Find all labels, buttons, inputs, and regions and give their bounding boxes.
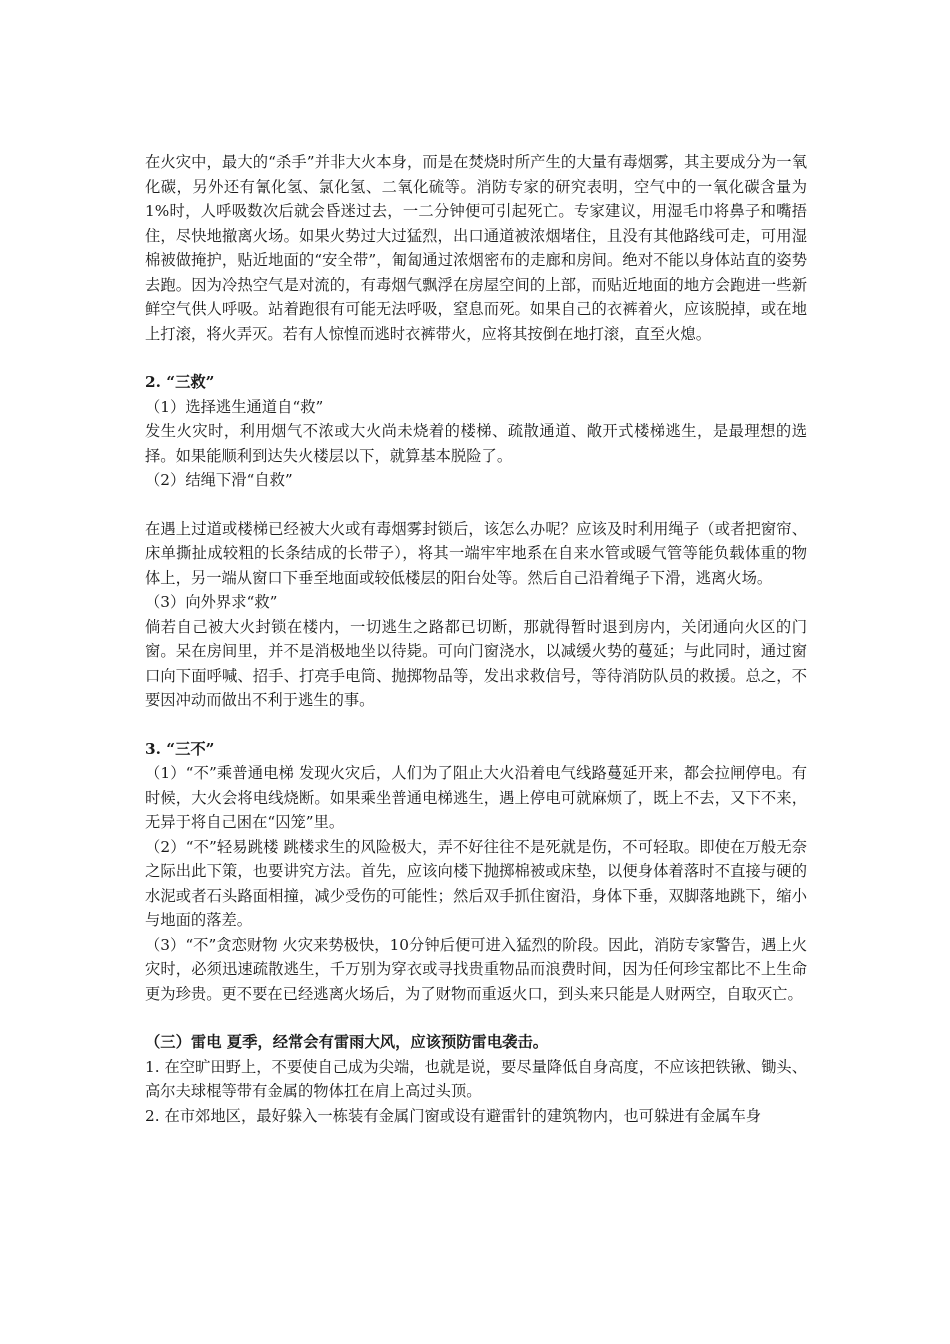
- thunder-item-2: 2. 在市郊地区，最好躲入一栋装有金属门窗或设有避雷针的建筑物内，也可躲进有金属车身: [145, 1106, 762, 1125]
- spacer: [145, 1006, 807, 1030]
- spacer: [145, 713, 807, 737]
- spacer: [145, 493, 807, 517]
- section-2-heading: 2. “三救”: [145, 373, 215, 391]
- thunder-item-1: 1. 在空旷田野上，不要使自己成为尖端，也就是说，要尽量降低自身高度，不应该把铁锹、锄头、高尔夫球棍等带有金属的物体扛在肩上高过头顶。: [145, 1057, 807, 1100]
- section-2-item-2-title: （2）结绳下滑“自救”: [145, 471, 293, 489]
- spacer: [145, 346, 807, 370]
- section-2-item-1-title: （1）选择逃生通道自“救”: [145, 397, 324, 416]
- section-2-item-1-body: 发生火灾时，利用烟气不浓或大火尚未烧着的楼梯、疏散通道、敞开式楼梯逃生，是最理想的选择。如果能顺利到达失火楼层以下，就算基本脱险了。: [145, 422, 807, 465]
- section-3-item-2: （2）“不”轻易跳楼 跳楼求生的风险极大，弄不好往往不是死就是伤，不可轻取。即使在万般无奈之际出此下策，也要讲究方法。首先，应该向楼下抛掷棉被或床垫，以便身体着落时不直接与硬的水泥或者石头路面相撞，减少受伤的可能性；然后双手抓住窗沿，身体下垂，双脚落地跳下，缩小与地面的落差。: [145, 837, 807, 929]
- section-3-item-1: （1）“不”乘普通电梯 发现火灾后，人们为了阻止大火沿着电气线路蔓延开来，都会拉闸停电。有时候，大火会将电线烧断。如果乘坐普通电梯逃生，遇上停电可就麻烦了，既上不去，又下不来，无异于将自己困在“囚笼”里。: [145, 764, 807, 831]
- section-2-item-3-title: （3）向外界求“救”: [145, 593, 278, 611]
- document-page: [145, 150, 807, 1128]
- section-3-heading: 3. “三不”: [145, 739, 215, 758]
- section-2-item-2-body: 在遇上过道或楼梯已经被大火或有毒烟雾封锁后，该怎么办呢？应该及时利用绳子（或者把窗帘、床单撕扯成较粗的长条结成的长带子），将其一端牢牢地系在自来水管或暖气管等能负载体重的物体上，另一端从窗口下垂至地面或较低楼层的阳台处等。然后自己沿着绳子下滑，逃离火场。: [145, 519, 807, 587]
- intro-paragraph: 在火灾中，最大的“杀手”并非大火本身，而是在焚烧时所产生的大量有毒烟雾，其主要成分为一氧化碳，另外还有氰化氢、氯化氢、二氧化硫等。消防专家的研究表明，空气中的一氧化碳含量为1%时，人呼吸数次后就会昏迷过去，一二分钟便可引起死亡。专家建议，用湿毛巾将鼻子和嘴捂住，尽快地撤离火场。如果火势过大过猛烈，出口通道被浓烟堵住，且没有其他路线可走，可用湿棉被做掩护，贴近地面的“安全带”，匍匐通过浓烟密布的走廊和房间。绝对不能以身体站直的姿势去跑。因为冷热空气是对流的，有毒烟气飘浮在房屋空间的上部，而贴近地面的地方会跑进一些新鲜空气供人呼吸。站着跑很有可能无法呼吸，窒息而死。如果自己的衣裤着火，应该脱掉，或在地上打滚，将火弄灭。若有人惊惶而逃时衣裤带火，应将其按倒在地打滚，直至火熄。: [145, 153, 807, 343]
- thunder-heading: （三）雷电 夏季，经常会有雷雨大风，应该预防雷电袭击。: [145, 1033, 549, 1051]
- section-3-item-3: （3）“不”贪恋财物 火灾来势极快，10分钟后便可进入猛烈的阶段。因此，消防专家警告，遇上火灾时，必须迅速疏散逃生，千万别为穿衣或寻找贵重物品而浪费时间，因为任何珍宝都比不上生命更为珍贵。更不要在已经逃离火场后，为了财物而重返火口，到头来只能是人财两空，自取灭亡。: [145, 935, 807, 1003]
- section-2-item-3-body: 倘若自己被大火封锁在楼内，一切逃生之路都已切断，那就得暂时退到房内，关闭通向火区的门窗。呆在房间里，并不是消极地坐以待毙。可向门窗浇水，以减缓火势的蔓延；与此同时，通过窗口向下面呼喊、招手、打亮手电筒、抛掷物品等，发出求救信号，等待消防队员的救援。总之，不要因冲动而做出不利于逃生的事。: [145, 617, 807, 709]
